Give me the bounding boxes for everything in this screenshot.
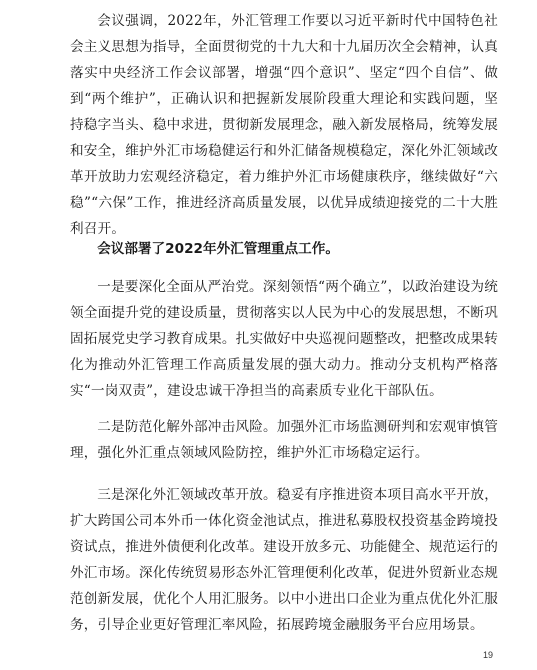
paragraph-point-one: 一是要深化全面从严治党。深刻领悟“两个确立”，以政治建设为统领全面提升党的建设质量，贯彻落实以人民为中心的发展思想，不断巩固拓展党史学习教育成果。扎实做好中央巡视问题整改，把整改成果转化为推动外汇管理工作高质量发展的强大动力。推动分支机构严格落实“一岗双责”，建设忠诚干净担当的高素质专业化干部队伍。 xyxy=(70,279,498,399)
paragraph-point-two: 二是防范化解外部冲击风险。加强外汇市场监测研判和宏观审慎管理，强化外汇重点领域风险防控，维护外汇市场稳定运行。 xyxy=(70,419,498,461)
paragraph-meeting-emphasis: 会议强调，2022年，外汇管理工作要以习近平新时代中国特色社会主义思想为指导，全面贯彻党的十九大和十九届历次全会精神，认真落实中央经济工作会议部署，增强“四个意识”、坚定“四个自信”、做到“两个维护”，正确认识和把握新发展阶段重大理论和实践问题，坚持稳字当头、稳中求进，贯彻新发展理念，融入新发展格局，统筹发展和安全，维护外汇市场稳健运行和外汇储备规模稳定，深化外汇领域改革开放助力宏观经济稳定，着力维护外汇市场健康秩序，继续做好“六稳”“六保”工作，推进经济高质量发展，以优异成绩迎接党的二十大胜利召开。 xyxy=(70,13,498,237)
page-number: 19 xyxy=(483,650,494,660)
section-heading: 会议部署了2022年外汇管理重点工作。 xyxy=(97,241,339,257)
paragraph-point-three: 三是深化外汇领域改革开放。稳妥有序推进资本项目高水平开放，扩大跨国公司本外币一体化资金池试点，推进私募股权投资基金跨境投资试点，推进外债便利化改革。建设开放多元、功能健全、规范运行的外汇市场。深化传统贸易形态外汇管理便利化改革，促进外贸新业态规范创新发展，优化个人用汇服务。以中小进出口企业为重点优化外汇服务，引导企业更好管理汇率风险，拓展跨境金融服务平台应用场景。 xyxy=(70,487,498,633)
